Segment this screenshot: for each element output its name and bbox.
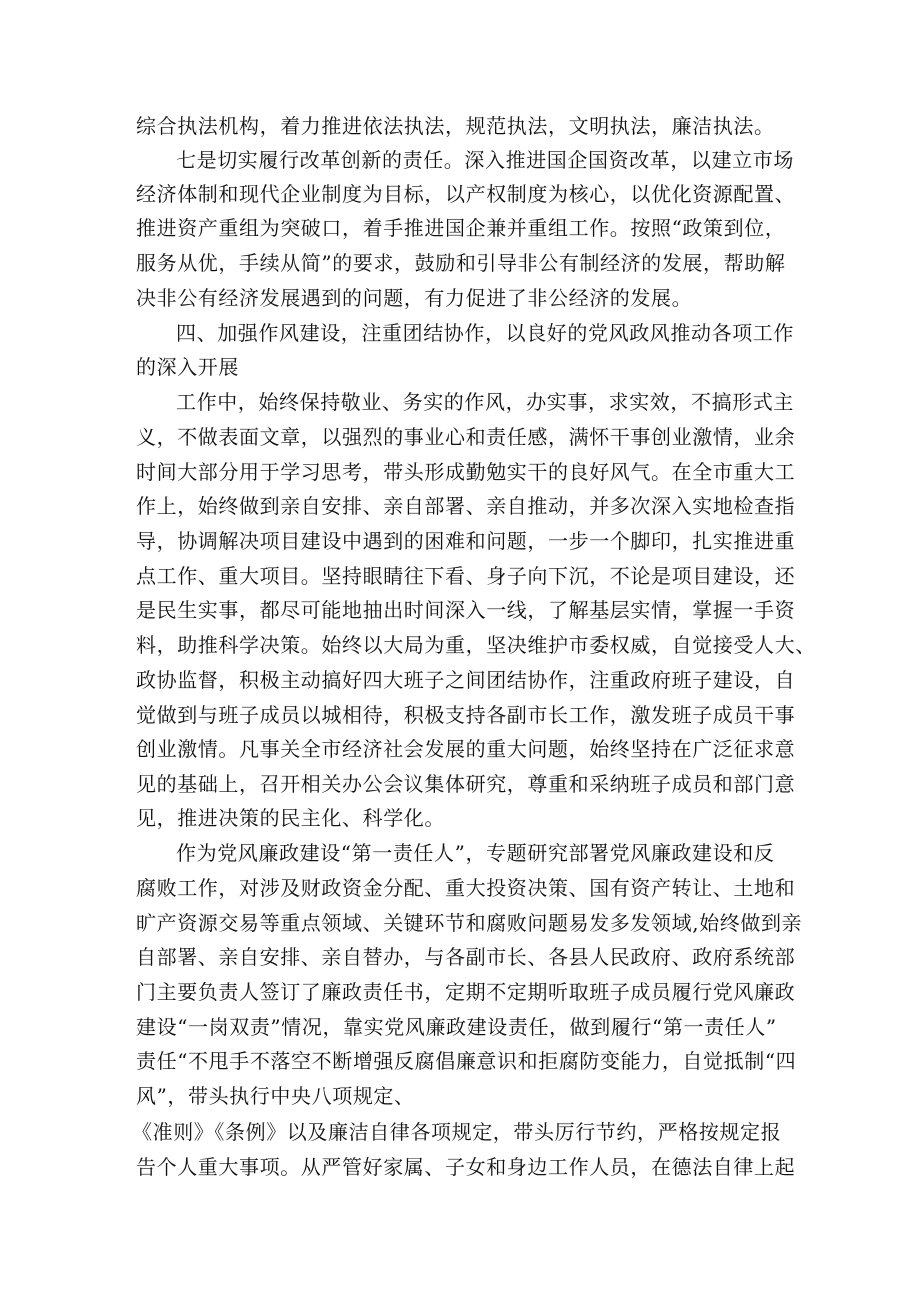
paragraph-line: 经济体制和现代企业制度为目标，以产权制度为核心，以优化资源配置、 [136,182,796,206]
paragraph-line: 点工作、重大项目。坚持眼睛往下看、身子向下沉，不论是项目建设，还 [136,564,796,588]
paragraph-line: 告个人重大事项。从严管好家属、子女和身边工作人员，在德法自律上起 [136,1155,796,1179]
paragraph-line: 工作中，始终保持敬业、务实的作风，办实事，求实效，不搞形式主 [176,390,794,414]
paragraph-line: 旷产资源交易等重点领域、关键环节和腐败问题易发多发领域,始终做到亲 [136,911,803,935]
paragraph-line: 门主要负责人签订了廉政责任书，定期不定期听取班子成员履行党风廉政 [136,980,796,1004]
paragraph-line: 见，推进决策的民主化、科学化。 [136,806,445,830]
paragraph-line: 政协监督，积极主动搞好四大班子之间团结协作，注重政府班子建设，自 [136,668,796,692]
paragraph-line: 腐败工作，对涉及财政资金分配、重大投资决策、国有资产转让、土地和 [136,876,796,900]
paragraph-line: 建设“一岗双责”情况，靠实党风廉政建设责任，做到履行“第一责任人” [136,1015,777,1039]
paragraph-line: 服务从优，手续从简”的要求，鼓励和引导非公有制经济的发展，帮助解 [136,251,786,275]
paragraph-line: 见的基础上，召开相关办公会议集体研究，尊重和采纳班子成员和部门意 [136,772,796,796]
paragraph-line: 综合执法机构，着力推进依法执法，规范执法，文明执法，廉洁执法。 [136,114,775,138]
paragraph-line: 作上，始终做到亲自安排、亲自部署、亲自推动，并多次深入实地检查指 [136,494,796,518]
paragraph-line: 责任“不甩手不落空不断增强反腐倡廉意识和拒腐防变能力，自觉抵制“四 [136,1049,797,1073]
paragraph-line: 觉做到与班子成员以城相待，积极支持各副市长工作，激发班子成员干事 [136,703,796,727]
paragraph-line: 导，协调解决项目建设中遇到的困难和问题，一步一个脚印，扎实推进重 [136,529,796,553]
paragraph-line: 义，不做表面文章，以强烈的事业心和责任感，满怀干事创业激情，业余 [136,425,796,449]
paragraph-line: 是民生实事，都尽可能地抽出时间深入一线，了解基层实情，掌握一手资 [136,598,796,622]
paragraph-line: 作为党风廉政建设“第一责任人”，专题研究部署党风廉政建设和反 [176,841,775,865]
section-heading-line: 的深入开展 [136,355,239,379]
paragraph-line: 创业激情。凡事关全市经济社会发展的重大问题，始终坚持在广泛征求意 [136,737,796,761]
paragraph-line: 风”，带头执行中央八项规定、 [136,1084,415,1108]
paragraph-line: 自部署、亲自安排、亲自替办，与各副市长、各县人民政府、政府系统部 [136,945,796,969]
section-heading-line: 四、加强作风建设，注重团结协作，以良好的党风政风推动各项工作 [176,321,794,345]
paragraph-line: 决非公有经济发展遇到的问题，有力促进了非公经济的发展。 [136,286,693,310]
paragraph-line: 推进资产重组为突破口，着手推进国企兼并重组工作。按照“政策到位， [136,216,786,240]
paragraph-line: 《准则》《条例》以及廉洁自律各项规定，带头厉行节约，严格按规定报 [132,1120,782,1144]
paragraph-line: 七是切实履行改革创新的责任。深入推进国企国资改革，以建立市场 [176,148,794,172]
paragraph-line: 时间大部分用于学习思考，带头形成勤勉实干的良好风气。在全市重大工 [136,460,796,484]
paragraph-line: 料，助推科学决策。始终以大局为重，坚决维护市委权威，自觉接受人大、 [136,633,816,657]
